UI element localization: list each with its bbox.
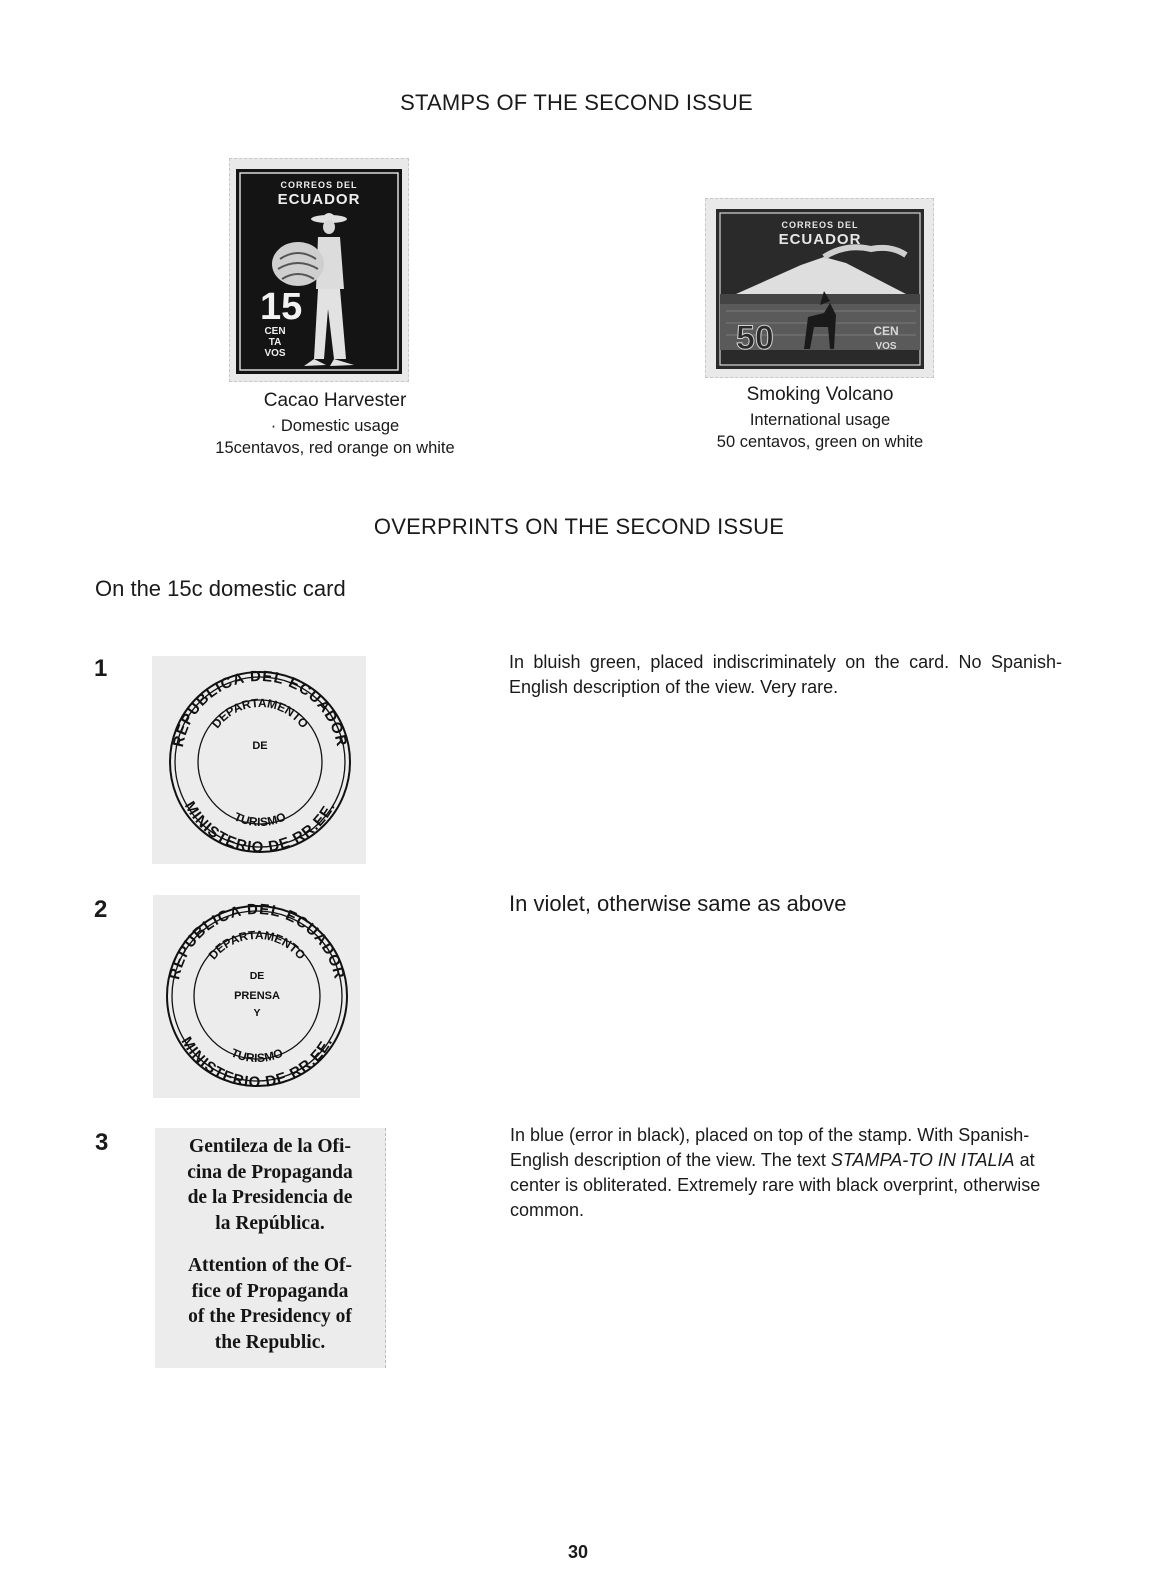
stamp-caption-cacao (150, 390, 520, 459)
caption-usage: International usage (749, 411, 891, 429)
overprint-english-text (155, 1253, 385, 1355)
seal-outer-bottom-text: MINISTERIO DE RR.EE. (177, 1033, 337, 1092)
seal-inner-bottom-text: TURISMO (229, 1045, 285, 1066)
spanish-line: de la Presidencia de (187, 1187, 353, 1208)
caption-usage: · Domestic usage (270, 417, 400, 435)
stamp-header-line1: CORREOS DEL (280, 180, 358, 190)
page-number: 30 (568, 1542, 589, 1562)
seal-center-text: PRENSA (234, 990, 280, 1002)
seal-inner-top-text: DEPARTAMENTO (208, 695, 312, 731)
stamp-value: 15 (260, 286, 303, 328)
stamp-header-line2: ECUADOR (277, 191, 361, 208)
seal-outer-bottom-text: MINISTERIO DE RR.EE. (180, 798, 339, 857)
seal-center-text: Y (253, 1007, 261, 1019)
overprint-number: 3 (95, 1129, 109, 1156)
stamp-header-line1: CORREOS DEL (781, 220, 859, 230)
caption-detail: 50 centavos, green on white (716, 433, 924, 451)
overprint-number: 1 (94, 655, 108, 682)
description-italic-text: STAMPA-TO IN ITALIA (830, 1150, 1015, 1170)
seal-inner-bottom-text: TURISMO (232, 809, 288, 830)
stamp-cacao-harvester (229, 158, 409, 382)
stamp-caption-volcano (660, 384, 980, 453)
svg-text:TURISMO (232, 810, 288, 830)
overprint-spanish-text (155, 1134, 385, 1236)
stamp-unit-line: CEN (873, 324, 899, 338)
overprint-3-description (510, 1123, 1062, 1223)
caption-title: Cacao Harvester (263, 390, 407, 411)
stamp-unit-line: TA (268, 337, 282, 348)
english-line: of the Presidency of (188, 1306, 352, 1327)
stamp-unit-line: VOS (875, 341, 897, 352)
section-heading-overprints: OVERPRINTS ON THE SECOND ISSUE (373, 514, 785, 539)
seal-stamp-2 (153, 895, 360, 1098)
svg-text:DEPARTAMENTO (209, 696, 311, 731)
overprint-1-description: In bluish green, placed indiscriminately on the card. No Spanish-English description of the view. Very rare. (509, 652, 1062, 697)
stamp-header-line2: ECUADOR (778, 231, 862, 248)
seal-center-text: DE (252, 740, 268, 752)
stamp-value: 50 (736, 319, 774, 357)
english-line: fice of Propaganda (191, 1280, 349, 1302)
seal-stamp-1 (152, 656, 366, 864)
stamp-smoking-volcano (705, 198, 934, 378)
description-text: In blue (error in black), placed on top of the stamp. With Spanish-English description of the view. The text (510, 1125, 1030, 1170)
stamp-unit-line: CEN (264, 326, 286, 337)
caption-title: Smoking Volcano (746, 384, 894, 405)
stamp-unit-line: VOS (264, 348, 286, 359)
overprint-3-text-block (155, 1128, 386, 1368)
cacao-harvester-illustration (230, 159, 408, 381)
smoking-volcano-illustration (706, 199, 933, 377)
seal-outer-top-text: REPUBLICA DEL ECUADOR (166, 900, 348, 982)
spanish-line: la República. (215, 1212, 325, 1234)
spanish-line: cina de Propaganda (187, 1161, 353, 1183)
overprint-number: 2 (94, 896, 108, 923)
subheading-15c-card: On the 15c domestic card (95, 576, 346, 601)
spanish-line: Gentileza de la Ofi- (189, 1136, 351, 1157)
english-line: the Republic. (214, 1331, 326, 1353)
english-line: Attention of the Of- (187, 1255, 353, 1276)
svg-text:DEPARTAMENTO (206, 928, 309, 962)
seal-inner-top-text: DEPARTAMENTO (205, 927, 309, 963)
overprint-2-seal (153, 895, 360, 1098)
overprint-2-description: In violet, otherwise same as above (509, 891, 847, 916)
section-heading-stamps: STAMPS OF THE SECOND ISSUE (400, 90, 753, 115)
caption-detail: 15centavos, red orange on white (215, 439, 455, 457)
seal-outer-top-text: REPUBLICA DEL ECUADOR (169, 667, 351, 749)
seal-center-text: DE (249, 970, 265, 982)
description-text: at center is obliterated. Extremely rare with black overprint, otherwise common. (510, 1150, 1041, 1220)
svg-text:TURISMO (229, 1046, 285, 1065)
overprint-1-seal (152, 656, 366, 864)
